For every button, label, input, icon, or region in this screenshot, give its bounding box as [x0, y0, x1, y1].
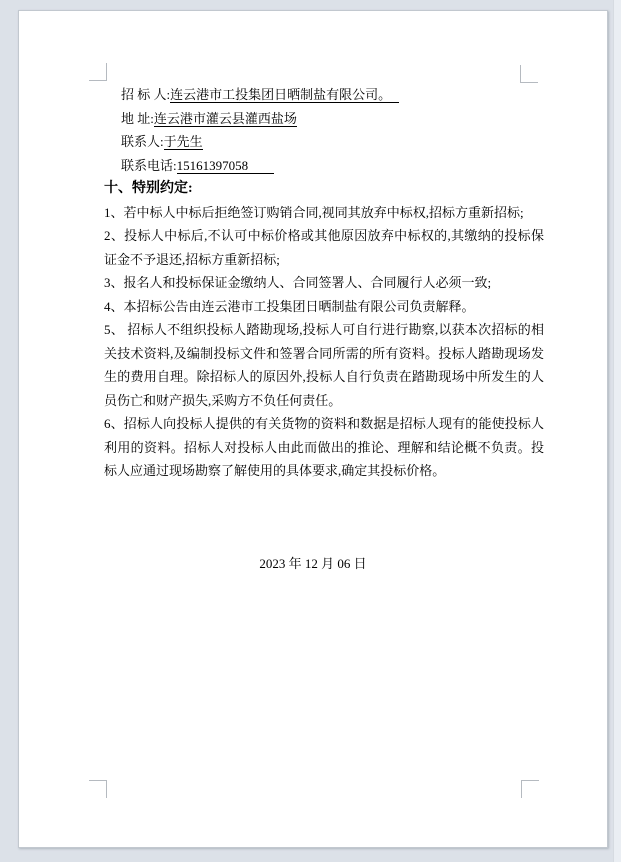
tenderer-value: 连云港市工投集团日晒制盐有限公司。 — [170, 87, 399, 103]
clause-4: 4、本招标公告由连云港市工投集团日晒制盐有限公司负责解释。 — [104, 298, 475, 314]
contact-person-label: 联系人: — [121, 134, 164, 149]
margin-mark-top-right — [520, 65, 538, 83]
address-line — [104, 107, 544, 131]
clause-5: 5、 招标人不组织投标人踏勘现场,投标人可自行进行勘察,以获本次招标的相关技术资料,及编制投标文件和签署合同所需的所有资料。投标人踏勘现场发生的费用自理。除招标人的原因外,投标人自行负责在踏勘现场中所发生的人员伤亡和财产损失,采购方不负任何责任。 — [104, 322, 544, 408]
address-value: 连云港市灌云县灌西盐场 — [153, 110, 297, 126]
contact-person-line — [104, 130, 544, 154]
scrollbar-track[interactable] — [613, 0, 621, 862]
margin-mark-top-left — [89, 63, 107, 81]
phone-value: 15161397058 — [177, 158, 275, 174]
tenderer-label: 招 标 人: — [121, 87, 171, 102]
tenderer-line — [104, 83, 544, 107]
document-content[interactable] — [104, 83, 544, 575]
clause-3: 3、报名人和投标保证金缴纳人、合同签署人、合同履行人必须一致; — [104, 275, 492, 290]
clause-1: 1、若中标人中标后拒绝签订购销合同,视同其放弃中标权,招标方重新招标; — [104, 204, 524, 220]
section-heading: 十、特别约定: — [104, 181, 193, 196]
document-page[interactable] — [18, 10, 608, 848]
margin-mark-bottom-left — [89, 780, 107, 798]
address-label: 地 址: — [121, 110, 154, 126]
phone-line — [104, 154, 544, 178]
clause-2: 2、投标人中标后,不认可中标价格或其他原因放弃中标权的,其缴纳的投标保证金不予退还,招标方重新招标; — [104, 228, 544, 267]
document-date: 2023 年 12 月 06 日 — [259, 555, 367, 571]
margin-mark-bottom-right — [521, 780, 539, 798]
contact-person-value: 于先生 — [163, 134, 203, 149]
clause-6: 6、招标人向投标人提供的有关货物的资料和数据是招标人现有的能使投标人利用的资料。招标人对投标人由此而做出的推论、理解和结论概不负责。投标人应通过现场勘察了解使用的具体要求,确定其投标价格。 — [104, 416, 544, 478]
phone-label: 联系电话: — [121, 157, 177, 173]
